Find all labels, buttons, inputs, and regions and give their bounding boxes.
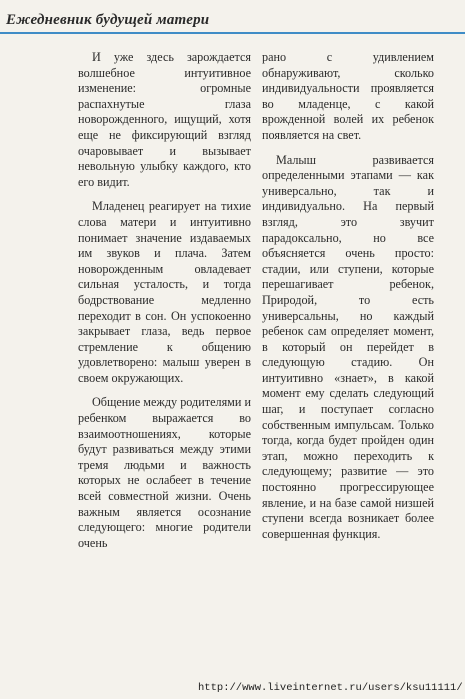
header-rule [0,32,465,34]
paragraph: Младенец реагирует на тихие слова матери и интуитивно понимает значение издаваемых им звуков и плача. Затем новорожденным овладевает сильная усталость, и тогда бодрствование медленно переходит в сон. Он успокоенно закрывает глаза, ведь первое стремление к общению удовлетворено: малыш уверен в своем окружающих. [78,199,251,385]
paragraph: рано с удивлением обнаруживают, сколько индивидуальности проявляется во младенце, с какой врожденной волей их ребенок появляется на свет. [262,50,434,142]
right-column [262,50,434,551]
running-title: Ежедневник будущей матери [6,12,210,28]
paragraph: И уже здесь зарождается волшебное интуитивное изменение: огромные распахнутые глаза новорожденного, ищущий, хотя еще не фиксирующий взгляд очаровывает и вызывает невольную улыбку каждого, кто его видит. [78,50,251,189]
source-url[interactable]: http://www.liveinternet.ru/users/ksu11111/ [198,682,463,694]
page-header [0,12,465,34]
paragraph: Общение между родителями и ребенком выражается во взаимоотношениях, которые будут развиваться между этими тремя людьми и важность которых не ослабеет в течение всей совместной жизни. Очень важным является осознание следующего: многие родители очень [78,395,251,550]
paragraph: Малыш развивается определенными этапами — как универсально, так и индивидуально. На первый взгляд, это звучит парадоксально, но все объясняется очень просто: стадии, или ступени, которые перешагивает ребенок, Природой, то есть универсальны, но каждый ребенок сам определяет момент, в который он перейдет в следующую стадию. Он интуитивно «знает», в какой момент ему сделать следующий шаг, и поступает согласно собственным импульсам. Только тогда, когда будет пройден один этап, можно переходить к следующему; развитие — это постоянно прогрессирующее явление, и на базе самой низшей ступени всегда возникает более совершенная функция. [262,152,434,541]
left-column [78,50,251,560]
